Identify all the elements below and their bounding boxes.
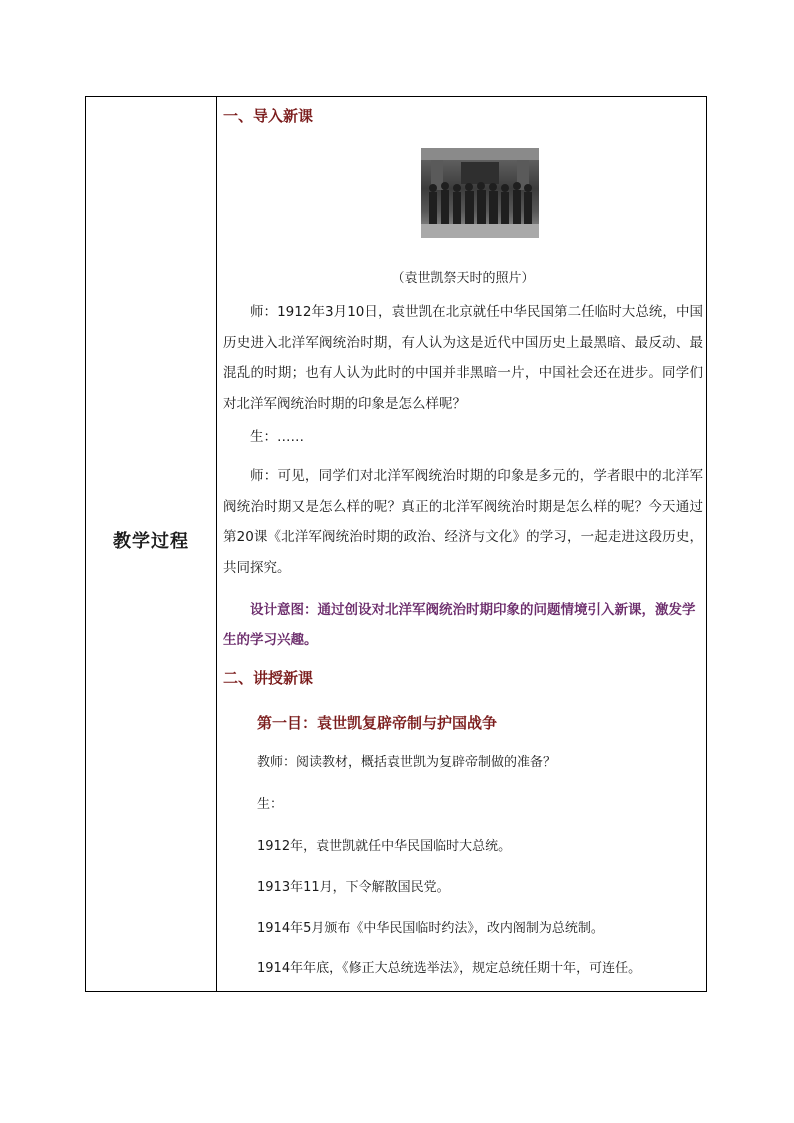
teacher-question: 教师：阅读教材，概括袁世凯为复辟帝制做的准备？	[257, 755, 557, 770]
row-label: 教学过程	[113, 531, 189, 552]
section1-heading: 一、导入新课	[223, 107, 314, 125]
student-label: 生：	[257, 797, 284, 812]
lesson-table	[85, 96, 707, 992]
photo-yuan-shikai-group	[421, 148, 539, 238]
design-intent: 设计意图：通过创设对北洋军阀统治时期印象的问题情境引入新课，激发学生的学习兴趣。	[223, 602, 696, 648]
subsection-heading: 第一目：袁世凯复辟帝制与护国战争	[257, 714, 498, 732]
list-item: 1914年年底，《修正大总统选举法》，规定总统任期十年，可连任。	[257, 961, 642, 976]
list-item: 1914年5月颁布《中华民国临时约法》，改内阁制为总统制。	[257, 921, 604, 936]
list-item: 1912年，袁世凯就任中华民国临时大总统。	[257, 839, 512, 854]
teacher-intro-paragraph: 师：1912年3月10日，袁世凯在北京就任中华民国第二任临时大总统，中国历史进入北洋军阀统治时期，有人认为这是近代中国历史上最黑暗、最反动、最混乱的时期；也有人认为此时的中国并非黑暗一片，中国社会还在进步。同学们对北洋军阀统治时期的印象是怎么样呢？	[223, 304, 703, 412]
photo-caption: （袁世凯祭天时的照片）	[391, 271, 535, 286]
section2-heading: 二、讲授新课	[223, 669, 314, 687]
list-item: 1913年11月，下令解散国民党。	[257, 880, 450, 895]
student-reply: 生：……	[250, 429, 304, 445]
teacher-transition-paragraph: 师：可见，同学们对北洋军阀统治时期的印象是多元的，学者眼中的北洋军阀统治时期又是怎么样的呢？真正的北洋军阀统治时期是怎么样的呢？今天通过第20课《北洋军阀统治时期的政治、经济与文化》的学习，一起走进这段历史，共同探究。	[223, 468, 703, 576]
column-divider	[216, 97, 217, 991]
